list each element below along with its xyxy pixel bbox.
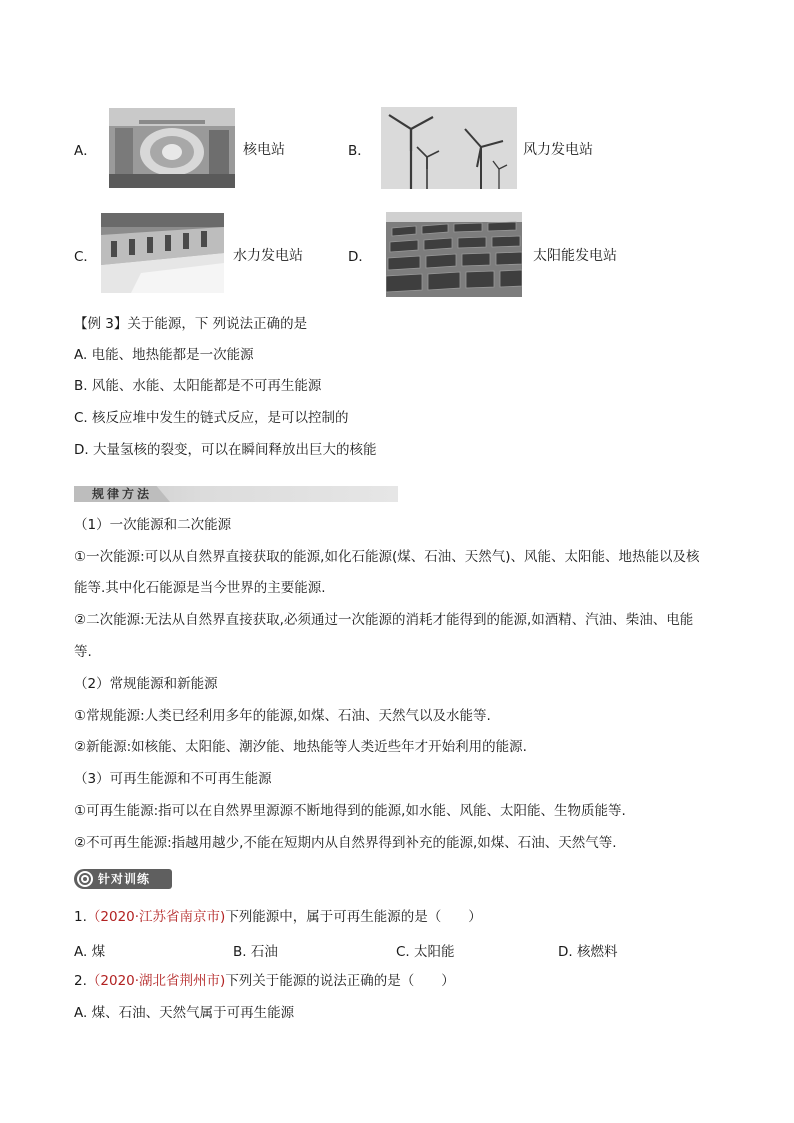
example3-question: 【例 3】关于能源，下 列说法正确的是: [74, 316, 308, 332]
q1-choice-b: B. 石油: [233, 944, 278, 960]
method-section1-title: （1）一次能源和二次能源: [74, 517, 232, 533]
hydro-dam-photo: [101, 213, 224, 293]
example3-choice-a: A. 电能、地热能都是一次能源: [74, 347, 254, 363]
target-icon: [76, 870, 94, 888]
option-b-caption: 风力发电站: [523, 142, 593, 158]
q1-number: 1.: [74, 909, 87, 925]
method-section2-title: （2）常规能源和新能源: [74, 676, 218, 692]
option-b-letter: B．: [348, 143, 371, 159]
example3-choice-d: D. 大量氢核的裂变，可以在瞬间释放出巨大的核能: [74, 442, 377, 458]
method-section3-title: （3）可再生能源和不可再生能源: [74, 771, 272, 787]
method-s1-p2-line1: ②二次能源:无法从自然界直接获取,必须通过一次能源的消耗才能得到的能源,如酒精、汽油、柴油、电能: [74, 612, 694, 628]
option-a-caption: 核电站: [243, 142, 285, 158]
q1-text: 下列能源中，属于可再生能源的是（ ）: [225, 909, 482, 925]
q2-number: 2.: [74, 973, 87, 989]
option-d-letter: D．: [348, 249, 372, 265]
q1-choice-a: A. 煤: [74, 944, 106, 960]
q1-choice-c: C. 太阳能: [396, 944, 455, 960]
training-badge-label: 针对训练: [98, 872, 151, 886]
method-s2-p1: ①常规能源:人类已经利用多年的能源,如煤、石油、天然气以及水能等.: [74, 708, 491, 724]
training-badge: [74, 869, 172, 889]
method-banner: [74, 486, 398, 502]
option-c-caption: 水力发电站: [233, 248, 303, 264]
solar-field-photo: [386, 212, 522, 297]
nuclear-plant-photo: [109, 108, 235, 188]
method-s2-p2: ②新能源:如核能、太阳能、潮汐能、地热能等人类近些年才开始利用的能源.: [74, 739, 527, 755]
q2-source: （2020·湖北省荆州市): [86, 973, 226, 989]
example3-choice-c: C. 核反应堆中发生的链式反应，是可以控制的: [74, 410, 349, 426]
q2-text: 下列关于能源的说法正确的是（ ）: [225, 973, 455, 989]
method-s1-p2-line2: 等.: [74, 644, 92, 660]
option-c-letter: C．: [74, 249, 97, 265]
method-s1-p1-line2: 能等.其中化石能源是当今世界的主要能源.: [74, 580, 326, 596]
method-s1-p1-line1: ①一次能源:可以从自然界直接获取的能源,如化石能源(煤、石油、天然气)、风能、太阳能、地热能以及核: [74, 549, 700, 565]
q2-choice-a: A. 煤、石油、天然气属于可再生能源: [74, 1005, 295, 1021]
wind-turbine-photo: [381, 107, 517, 189]
q1-choice-d: D. 核燃料: [558, 944, 618, 960]
q2-line: [74, 972, 455, 990]
example3-choice-b: B. 风能、水能、太阳能都是不可再生能源: [74, 378, 322, 394]
method-s3-p1: ①可再生能源:指可以在自然界里源源不断地得到的能源,如水能、风能、太阳能、生物质能等.: [74, 803, 626, 819]
option-a-letter: A．: [74, 143, 97, 159]
method-banner-label: 规律方法: [92, 487, 153, 501]
q1-line: [74, 908, 482, 926]
method-s3-p2: ②不可再生能源:指越用越少,不能在短期内从自然界得到补充的能源,如煤、石油、天然气等.: [74, 835, 617, 851]
option-d-caption: 太阳能发电站: [533, 248, 617, 264]
q1-source: （2020·江苏省南京市): [86, 909, 226, 925]
